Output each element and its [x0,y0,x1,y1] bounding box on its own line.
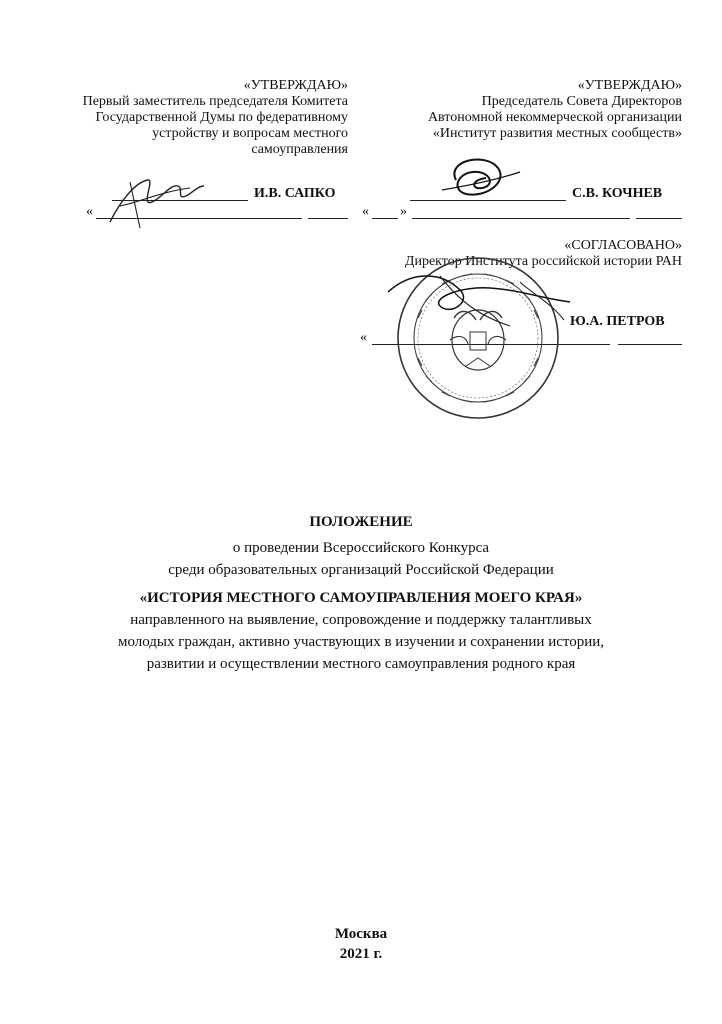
description-line-1: направленного на выявление, сопровождение и поддержку талантливых [130,612,592,628]
approval-left-role-line: самоуправления [251,142,348,157]
description-line-3: развитии и осуществлении местного самоуправления родного края [146,656,576,672]
approval-right [360,78,682,142]
approval-left-role-line: Государственной Думы по федеративному [95,110,348,125]
approval-left-role-line: устройству и вопросам местного [152,126,348,141]
signature-left [100,162,230,232]
approval-left [40,78,348,158]
date-line-right-month [412,218,630,219]
approval-right-role-line: Председатель Совета Директоров [481,94,682,109]
agreed-role: Директор Института российской истории РАН [404,254,682,269]
approval-left-heading: «УТВЕРЖДАЮ» [243,78,348,93]
approval-right-role-line: «Институт развития местных сообществ» [432,126,682,141]
date-line-right-day [372,218,398,219]
document-subtitle-line-1: о проведении Всероссийского Конкурса [232,540,490,556]
agreed-heading: «СОГЛАСОВАНО» [564,238,682,253]
date-quote-agreed: « [360,330,367,345]
date-quote-right: « [362,204,369,219]
signer-name-left: И.В. САПКО [254,186,336,201]
description-line-2: молодых граждан, активно участвующих в изучении и сохранении истории, [117,634,605,650]
signature-agreed [380,262,580,342]
date-close-right: » [400,204,407,219]
footer-city: Москва [334,926,388,942]
document-type-title: ПОЛОЖЕНИЕ [309,514,413,530]
contest-name: «ИСТОРИЯ МЕСТНОГО САМОУПРАВЛЕНИЯ МОЕГО КРАЯ» [139,590,583,606]
date-line-right-year [636,218,682,219]
date-line-left-2 [308,218,348,219]
date-quote-left: « [86,204,93,219]
document-subtitle-line-2: среди образовательных организаций Российской Федерации [168,562,554,578]
footer-year: 2021 г. [339,946,383,962]
signature-right [436,150,526,210]
signer-name-right: С.В. КОЧНЕВ [572,186,663,201]
approval-right-role-line: Автономной некоммерческой организации [427,110,682,125]
signer-name-agreed: Ю.А. ПЕТРОВ [570,314,665,329]
date-line-agreed-2 [618,344,682,345]
approval-left-role-line: Первый заместитель председателя Комитета [82,94,348,109]
approval-right-heading: «УТВЕРЖДАЮ» [577,78,682,93]
